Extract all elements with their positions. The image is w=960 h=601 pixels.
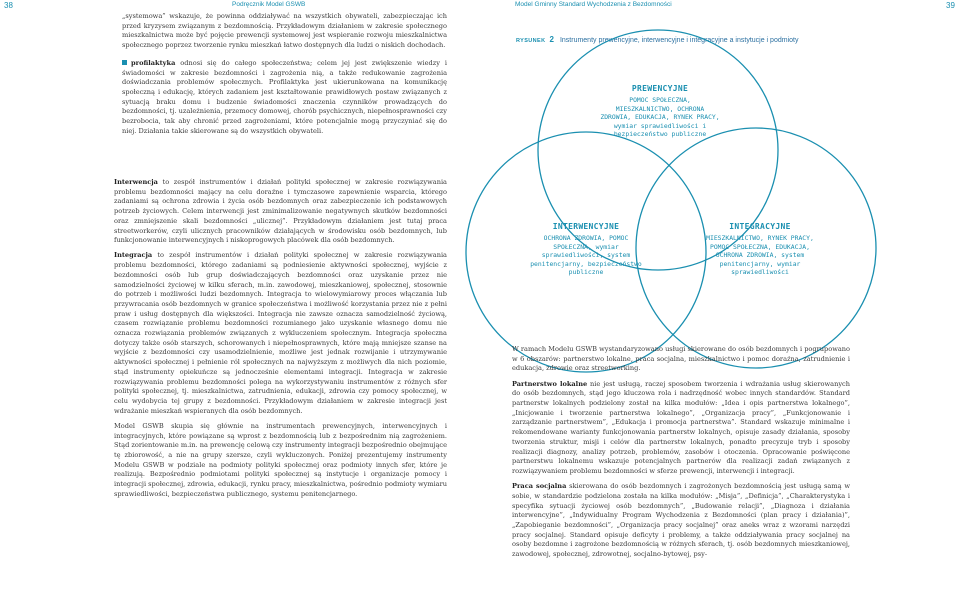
services-intro-paragraph: W ramach Modelu GSWB wystandaryzowano usługi skierowane do osób bezdomnych i pogrupowano w 6 obszarów: partnerstwo lokalne, praca socjalna, mieszkalnictwo i pomoc doraźna, zatrudnienie i edukacja, zdrowie oraz streetworking. [512,345,850,373]
venn-label-prewencyjne [600,84,720,139]
prewencyjne-title: PREWENCYJNE [631,84,689,93]
left-page-main-column [114,178,447,505]
interwencyjne-title: INTERWENCYJNE [552,222,620,231]
integracyjne-body: MIESZKALNICTWO, RYNEK PRACY, POMOC SPOŁECZNA, EDUKACJA, OCHRONA ZDROWIA, system penitencjarny, wymiar sprawiedliwości [706,234,814,276]
integracja-term: Integracja [114,251,153,260]
figure-number: 2 [549,35,554,44]
model-gswb-paragraph: Model GSWB skupia się głównie na instrumentach prewencyjnych, interwencyjnych i integracyjnych, które powiązane są wprost z bezdomnością lub z bezpośrednim nią zagrożeniem. Stąd zorientowanie m.in. na prewencję celową czy instrumenty integracji bezpośrednio obejmujące tę zbiorowość, a nie na grupy szersze, czyli wykluczonych. Poniżej prezentujemy instrumenty Modelu GSWB w podziale na podmioty polityki społecznej oraz podmioty innych sfer, które je realizują. Bezpośrednio podmiotami polityki społecznej są instytucje i organizacje pomocy i integracji społecznej, zdrowia, edukacji, rynku pracy, mieszkalnictwa, pośrednio podmioty wymiaru sprawiedliwości, bezpieczeństwa publicznego, systemu penitencjarnego. [114,421,448,498]
left-page-top-column [122,12,447,142]
bullet-term: profilaktyka [131,58,176,67]
right-running-title: Model Gminny Standard Wychodzenia z Bezdomności [515,1,672,8]
partnerstwo-paragraph [512,380,850,477]
right-page-number: 39 [946,1,955,10]
figure-tag: RYSUNEK [516,38,546,44]
profilaktyka-bullet [122,59,447,137]
venn-label-integracyjne [700,222,820,277]
interwencja-text: to zespół instrumentów i działań polityki społecznej w zakresie rozwiązywania problemu bezdomności mający na celu doraźne i tymczasowe zapewnienie wsparcia, którego zadaniami są ochrona zdrowia i życia osób bezdomnych oraz zabezpieczenie ich podstawowych potrzeb życiowych. Celem interwencji jest zminimalizowanie negatywnych skutków bezdomności oraz zmniejszenie skali bezdomności „ulicznej”. Przykładowym działaniem jest tutaj praca streetworkerów, czyli ulicznych pracowników działających w środowisku osób bezdomnych, lub funkcjonowanie interwencyjnych i niskoprogowych placówek dla osób bezdomnych. [114,178,447,245]
left-page-number: 38 [4,1,13,10]
figure-title: Instrumenty prewencyjne, interwencyjne i integracyjne a instytucje i podmioty [559,37,799,44]
praca-socjalna-text: skierowana do osób bezdomnych i zagrożonych bezdomnością jest usługą samą w sobie, w standardzie podzielona została na kilka modułów: „Misja”, „Definicja”, „Charakterystyka i specyfika sytuacji życiowej osób bezdomnych”, „Budowanie relacji”, „Diagnoza i działania interwencyjne”, „Indywidualny Program Wychodzenia z Bezdomności (plan pracy i działania)”, „Zapobieganie bezdomności”, „Organizacja pracy socjalnej” oraz aneks wraz z wzorami narzędzi pracy socjalnej. Standard opisuje deficyty i problemy, a także oddziaływania pracy socjalnej na osoby bezdomne i zagrożone bezdomnością w różnych sferach, tj. osób bezdomnych mieszkaniowej, zawodowej, społecznej, zdrowotnej, socjalno-bytowej, psy- [512,482,850,559]
integracja-text: to zespół instrumentów i działań polityki społecznej w zakresie rozwiązywania problemu bezdomności, którego zadaniami są podniesienie aktywności społecznej, wyjście z bezdomności osób lub grup doświadczających bezdomności oraz uzyskanie przez nie samodzielności życiowej w kilku sferach, m.in. zawodowej, mieszkaniowej, społecznej, stosownie do potrzeb i możliwości ludzi bezdomnych. Integracja to wielowymiarowy proces włączania lub przywracania osób bezdomnych w granice społeczeństwa i możliwość korzystania przez nie z pełni praw i usług dostępnych dla większości. Integracja nie zawsze oznacza samodzielność życiową, czasem rozwiązanie problemu bezdomności rozumianego jako uzyskanie własnego domu nie oznacza rozwiązania problemów związanych z wykluczeniem społecznym. Integracja społeczna dotyczy także osób starszych, schorowanych i niepełnosprawnych, które mają mniejsze szanse na wyjście z bezdomności czy usamodzielnienie, możliwe jest jednak rozwijanie i utrzymywanie aktywności społecznej i pełnienie ról społecznych na najwyższym z możliwych dla nich poziomie, stąd instrumenty opiekuńcze są jednocześnie elementami integracji. Integracja w zakresie rozwiązywania problemu bezdomności polega na wykorzystywaniu instrumentów z różnych sfer polityki społecznej, tj. mieszkalnictwa, zatrudnienia, edukacji, zdrowia czy pomocy społecznej, w celu wydobycia tej grupy z bezdomności. Przykładowym działaniem w zakresie integracji jest wdrażanie mieszkań wspieranych dla osób bezdomnych. [114,251,447,415]
interwencja-term: Interwencja [114,178,158,186]
bullet-square-icon [122,60,127,65]
partnerstwo-text: nie jest usługą, raczej sposobem tworzenia i wdrażania usług skierowanych do osób bezdomnych, stąd jego kluczowa rola i nadrzędność wobec innych standardów. Standard partnerstw lokalnych podzielony został na kilka modułów: „Idea i opis partnerstwa lokalnego”, „Inicjowanie i tworzenie partnerstwa lokalnego”, „Organizacja pracy”, „Funkcjonowanie i zarządzanie partnerstwem”, „Edukacja i promocja partnerstwa”. Standard wskazuje minimalne i rekomendowane warianty funkcjonowania partnerstw lokalnych, opisuje zasady działania, sposoby tworzenia struktur, misji i celów dla partnerstw lokalnych, ponadto precyzuje tryb i sposoby realizacji diagnozy, analizy potrzeb, problemów, zasobów i otoczenia. Opracowanie poświęcone partnerstwu lokalnemu wskazuje potencjalnych partnerów dla realizacji zadań związanych z rozwiązywaniem problemu bezdomności w sferze prewencji, interwencji i integracji. [512,379,850,475]
praca-socjalna-paragraph [512,482,850,560]
intro-paragraph: „systemowa” wskazuje, że powinna oddziaływać na wszystkich obywateli, zabezpieczając ich przed kryzysem związanym z bezdomnością. Przykładowym działaniem w zakresie społecznego mieszkalnictwa może być pojęcie prewencji systemowej jest wspieranie rozwoju mieszkalnictwa społecznego poprzez tworzenie rynku mieszkań łatwo dostępnych dla ludzi o niskich dochodach. [122,12,447,50]
left-running-title: Podręcznik Model GSWB [232,1,306,8]
integracyjne-title: INTEGRACYJNE [729,222,791,231]
page-header [0,0,960,12]
venn-label-interwencyjne [528,222,644,277]
prewencyjne-body: POMOC SPOŁECZNA, MIESZKALNICTWO, OCHRONA ZDROWIA, EDUKACJA, RYNEK PRACY, wymiar sprawiedliwości i bezpieczeństwo publiczne [600,96,720,138]
interwencja-paragraph [114,178,447,246]
praca-socjalna-term: Praca socjalna [512,482,567,491]
bullet-text: odnosi się do całego społeczeństwa; celem jej jest zwiększenie wiedzy i świadomości w zakresie bezdomności i zagrożenia nią, a także redukowanie zagrożenia doświadczania problemów społecznych. Profilaktyka jest ukierunkowana na komunikację społeczną i edukację, których zadaniem jest kształtowanie prawidłowych postaw związanych z sytuacją braku domu i budzenie świadomości znaczenia czynników prowadzących do bezdomności, tj. uzależnienia, przemocy domowej, chorób psychicznych, niepełnosprawności czy bezrobocia, tak aby chronić przed zagrożeniami, które potencjalnie mogą przyczyniać się do niej. Działania takie skierowane są do wszystkich obywateli. [122,58,447,135]
figure-caption [516,35,798,44]
integracja-paragraph [114,251,447,416]
partnerstwo-term: Partnerstwo lokalne [512,379,588,388]
interwencyjne-body: OCHRONA ZDROWIA, POMOC SPOŁECZNA, wymiar sprawiedliwości, system penitencjarny, bezpieczeństwo publiczne [530,234,642,276]
right-page-column [512,345,850,565]
